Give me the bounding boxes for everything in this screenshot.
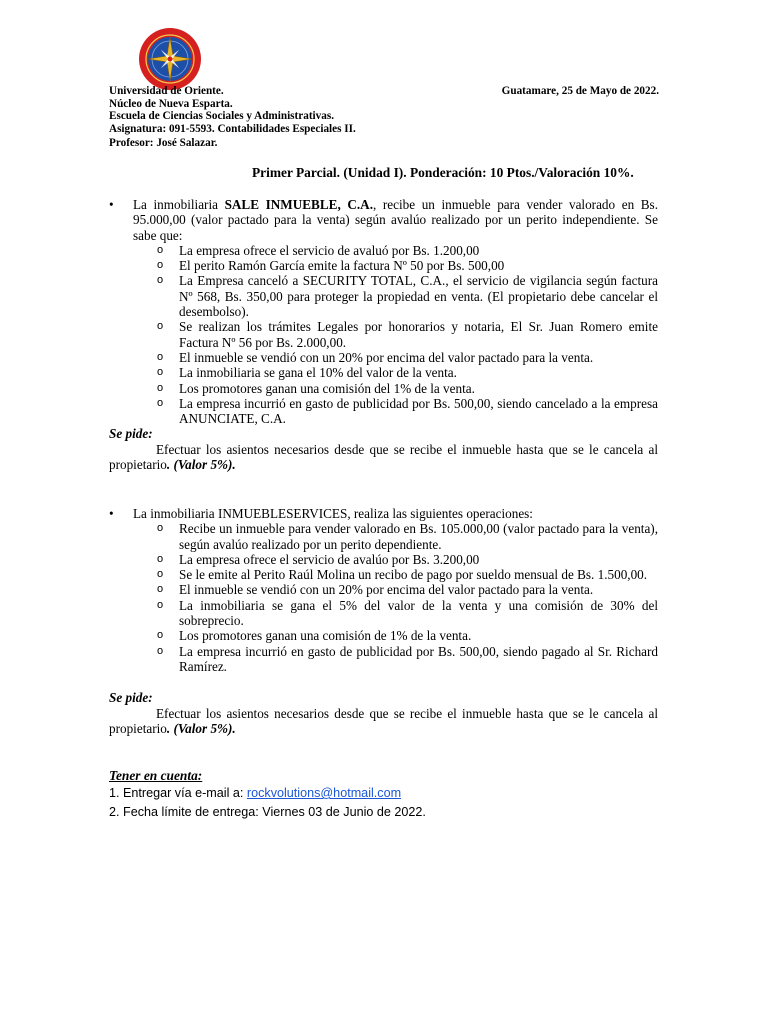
- note-item-email: 1. Entregar vía e-mail a: rockvolutions@hotmail.com: [109, 786, 402, 800]
- exercise-1: [109, 197, 658, 472]
- circle-bullet-icon: o: [157, 366, 164, 379]
- se-pide-label: Se pide:: [109, 426, 153, 442]
- exercise-2-task: Efectuar los asientos necesarios desde que se recibe el inmueble hasta que se le cancela al propietario. (Valor 5%).: [109, 705, 658, 736]
- exercise-1-intro: • La inmobiliaria SALE INMUEBLE, C.A., recibe un inmueble para vender valorado en Bs. 95.000,00 (valor pactado para la venta) según avalúo realizado por un perito independiente. Se sabe que:: [109, 197, 658, 243]
- circle-bullet-icon: o: [157, 243, 164, 256]
- circle-bullet-icon: o: [157, 259, 164, 272]
- bullet-icon: •: [109, 506, 114, 521]
- exercise-2-valor: . (Valor 5%).: [166, 720, 236, 736]
- list-item: o Los promotores ganan una comisión del 1% de la venta.: [157, 380, 475, 396]
- header-escuela: Escuela de Ciencias Sociales y Administrativas.: [109, 110, 334, 123]
- list-item: o Se realizan los trámites Legales por honorarios y notaria, El Sr. Juan Romero emite Factura Nº 56 por Bs. 2.000,00.: [157, 319, 658, 350]
- exercise-1-valor: . (Valor 5%).: [166, 457, 236, 473]
- list-item: o La empresa incurrió en gasto de publicidad por Bs. 500,00, siendo pagado al Sr. Richard Ramírez.: [157, 643, 658, 674]
- circle-bullet-icon: o: [157, 629, 164, 642]
- exercise-2-intro: • La inmobiliaria INMUEBLESERVICES, realiza las siguientes operaciones:: [109, 506, 533, 521]
- exercise-1-items: [109, 243, 658, 427]
- circle-bullet-icon: o: [157, 350, 164, 363]
- company-name: SALE INMUEBLE, C.A.: [224, 197, 373, 212]
- exercise-1-task: Efectuar los asientos necesarios desde que se recibe el inmueble hasta que se le cancela al propietario. (Valor 5%).: [109, 441, 658, 473]
- list-item: o El perito Ramón García emite la factura Nº 50 por Bs. 500,00: [157, 258, 505, 274]
- header-date: Guatamare, 25 de Mayo de 2022.: [501, 85, 659, 97]
- notes-title: Tener en cuenta:: [109, 768, 203, 783]
- notes-section: [109, 768, 669, 822]
- list-item: o La Empresa canceló a SECURITY TOTAL, C.A., el servicio de vigilancia según factura Nº 568, Bs. 350,00 para proteger la propiedad en venta. (El propietario debe cancelar el desembolso).: [157, 273, 658, 320]
- list-item: o La empresa incurrió en gasto de publicidad por Bs. 500,00, siendo cancelado a la empresa ANUNCIATE, C.A.: [157, 395, 658, 427]
- circle-bullet-icon: o: [157, 522, 164, 535]
- circle-bullet-icon: o: [157, 583, 164, 596]
- circle-bullet-icon: o: [157, 644, 164, 657]
- email-link[interactable]: rockvolutions@hotmail.com: [246, 786, 402, 800]
- document-header: [109, 85, 669, 150]
- list-item: o Los promotores ganan una comisión de 1% de la venta.: [157, 628, 472, 644]
- header-nucleo: Núcleo de Nueva Esparta.: [109, 97, 233, 110]
- list-item: o Recibe un inmueble para vender valorado en Bs. 105.000,00 (valor pactado para la venta), según avalúo realizado por un perito dependiente.: [157, 521, 658, 552]
- circle-bullet-icon: o: [157, 598, 164, 611]
- header-university: Universidad de Oriente.: [109, 85, 224, 97]
- exam-title: Primer Parcial. (Unidad I). Ponderación: 10 Ptos./Valoración 10%.: [252, 165, 634, 180]
- circle-bullet-icon: o: [157, 552, 164, 565]
- header-professor: Profesor: José Salazar.: [109, 137, 218, 150]
- list-item: o La inmobiliaria se gana el 10% del valor de la venta.: [157, 365, 457, 381]
- exercise-2: [109, 506, 658, 736]
- university-seal-icon: [138, 27, 202, 91]
- circle-bullet-icon: o: [157, 396, 164, 409]
- list-item: o La empresa ofrece el servicio de avalúo por Bs. 3.200,00: [157, 551, 480, 567]
- bullet-icon: •: [109, 197, 114, 212]
- circle-bullet-icon: o: [157, 320, 164, 333]
- exercise-2-items: [109, 521, 658, 674]
- list-item: o El inmueble se vendió con un 20% por encima del valor pactado para la venta.: [157, 349, 594, 365]
- circle-bullet-icon: o: [157, 274, 164, 287]
- header-asignatura: Asignatura: 091-5593. Contabilidades Especiales II.: [109, 122, 356, 135]
- note-item-deadline: 2. Fecha límite de entrega: Viernes 03 de Junio de 2022.: [109, 805, 426, 819]
- list-item: o La empresa ofrece el servicio de avaluó por Bs. 1.200,00: [157, 242, 480, 258]
- circle-bullet-icon: o: [157, 568, 164, 581]
- list-item: o El inmueble se vendió con un 20% por encima del valor pactado para la venta.: [157, 582, 594, 598]
- se-pide-label: Se pide:: [109, 690, 153, 706]
- list-item: o La inmobiliaria se gana el 5% del valor de la venta y una comisión de 30% del sobreprecio.: [157, 597, 658, 629]
- circle-bullet-icon: o: [157, 381, 164, 394]
- list-item: o Se le emite al Perito Raúl Molina un recibo de pago por sueldo mensual de Bs. 1.500,00.: [157, 567, 648, 583]
